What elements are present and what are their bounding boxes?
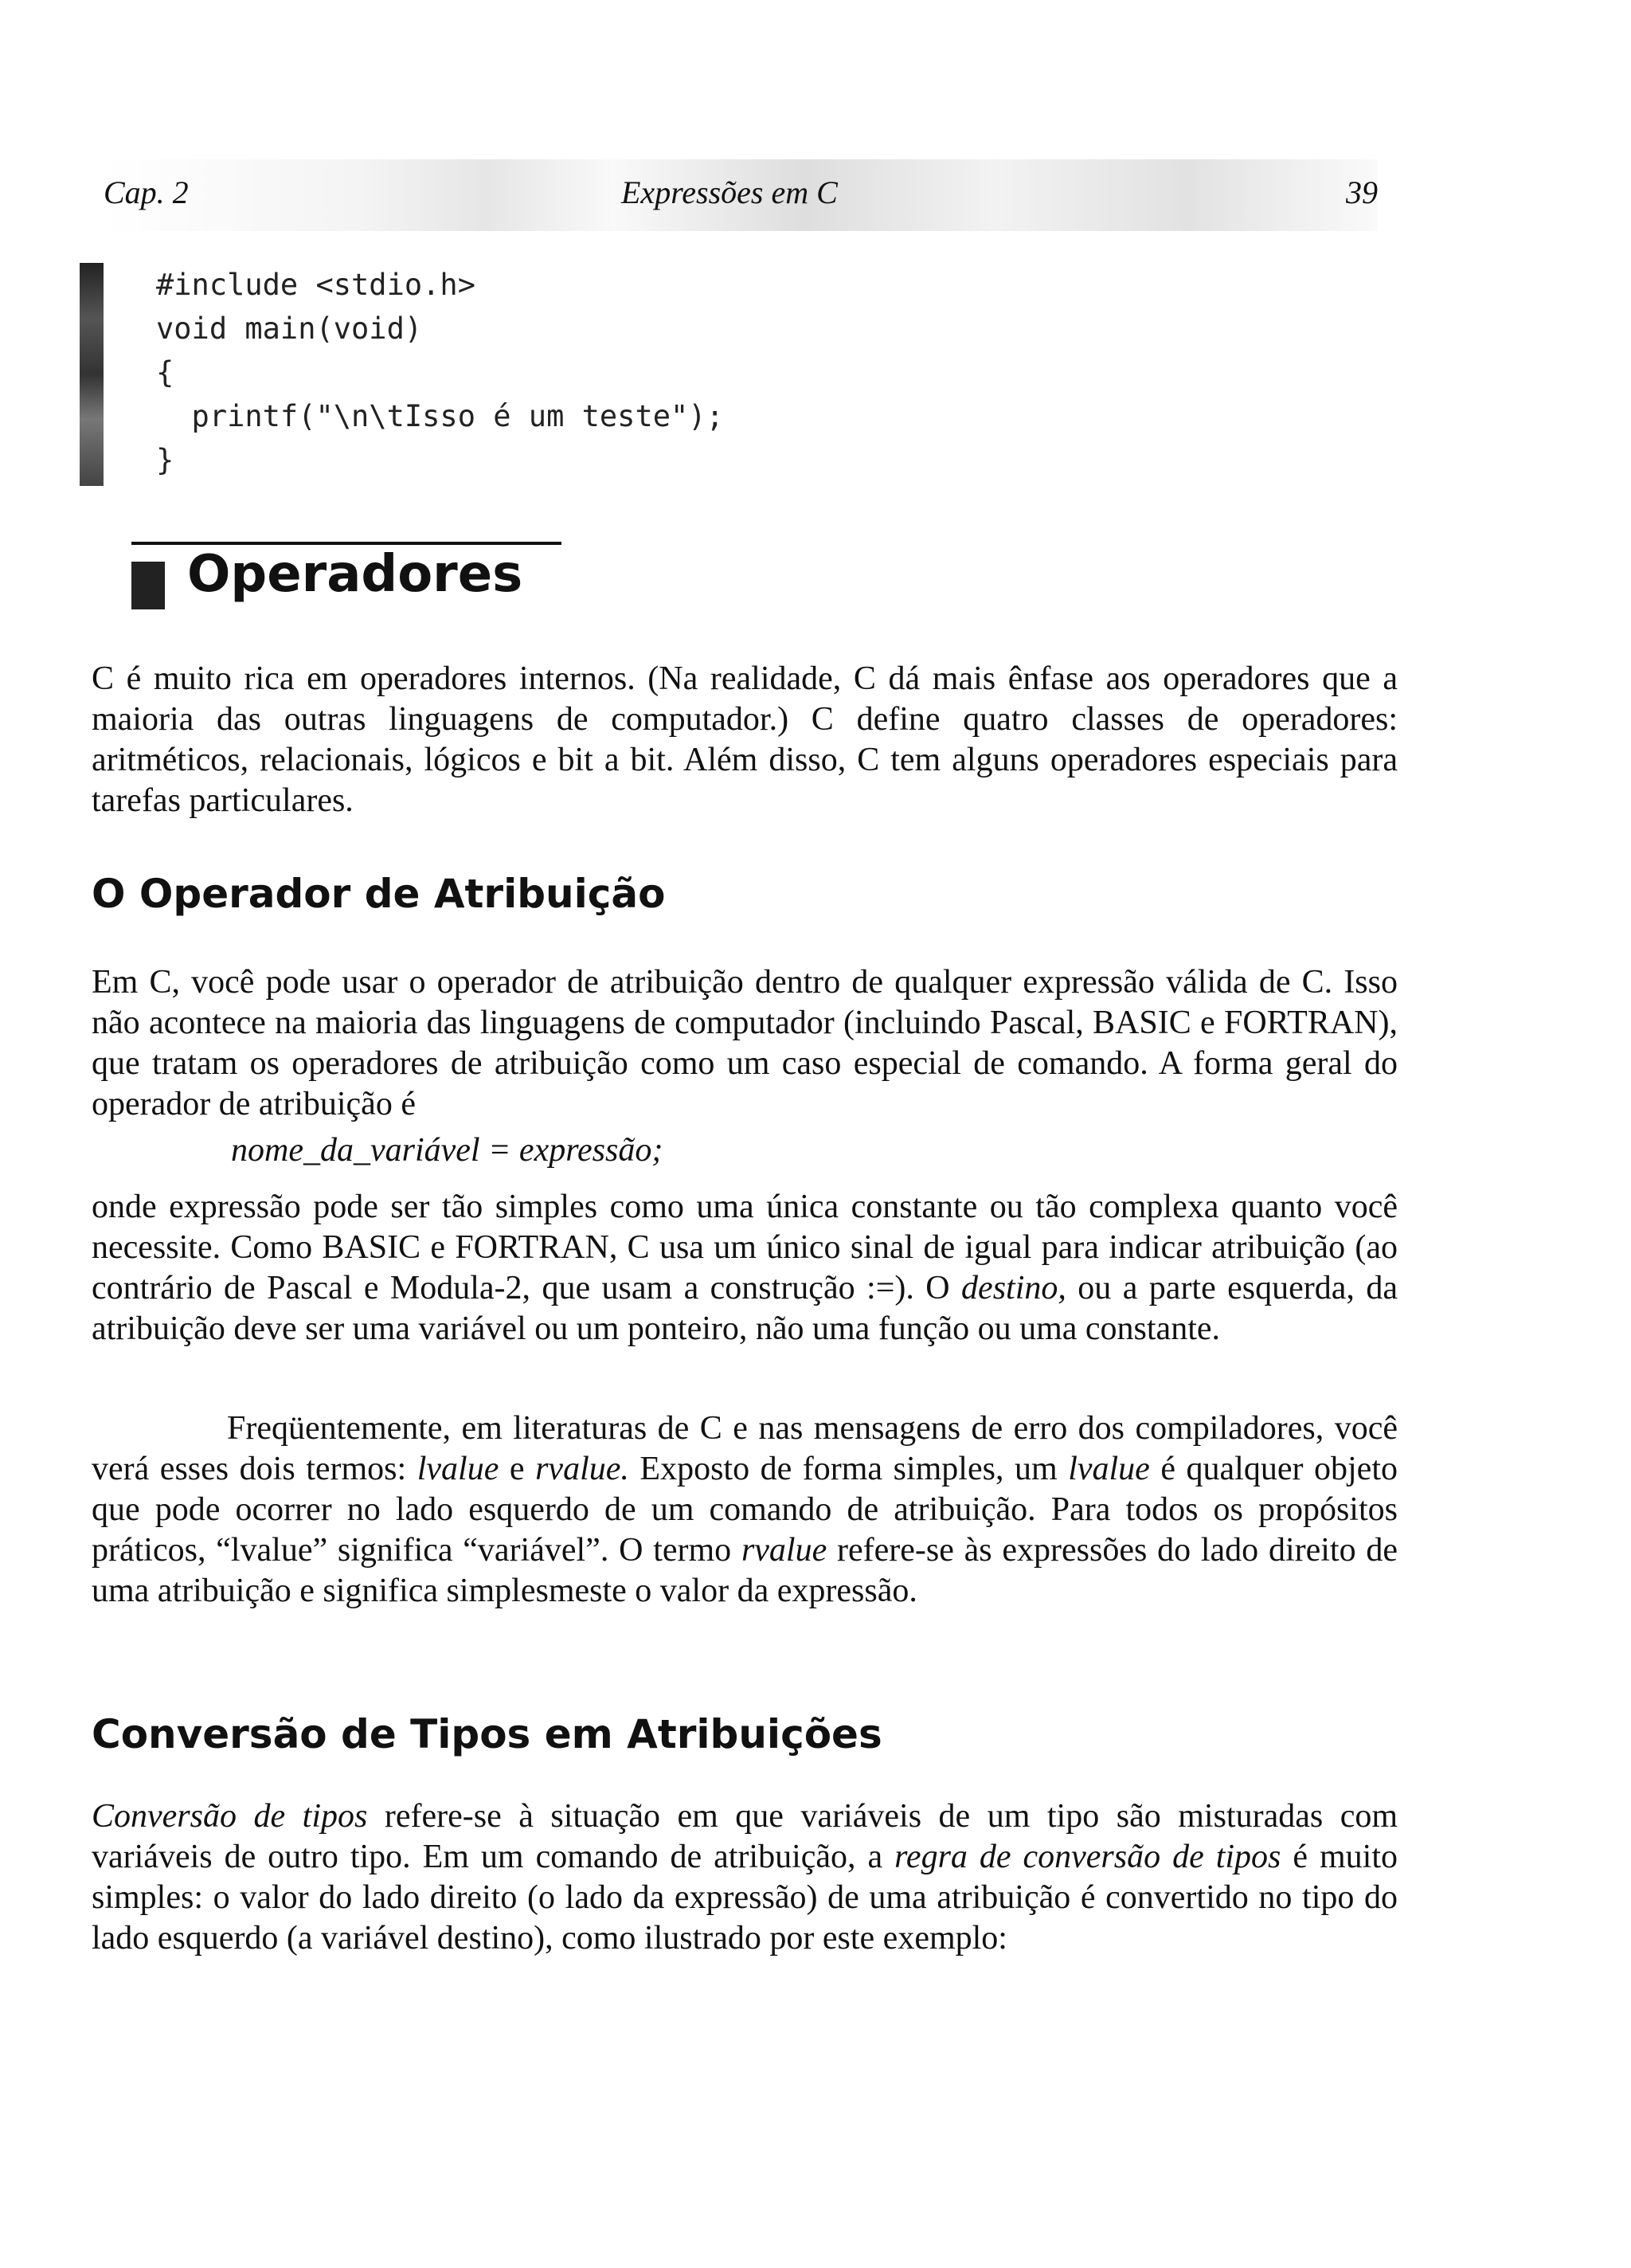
paragraph-text: Exposto de forma simples, um bbox=[628, 1451, 1069, 1487]
code-line-4: printf("\n\tIsso é um teste"); bbox=[156, 399, 724, 433]
chapter-label: Cap. 2 bbox=[104, 174, 189, 210]
code-line-2: void main(void) bbox=[156, 311, 423, 346]
paragraph-text: onde expressão pode ser tão simples como uma única constante ou tão complexa quanto você necessite. Como BASIC e FORTRAN, C usa um único sinal de igual para indicar atribuição (ao contrário de Pascal e Modula-2, que usam a construção :=). O bbox=[92, 1189, 1398, 1306]
emphasis-conversao-de-tipos: Conversão de tipos bbox=[92, 1798, 368, 1835]
atribuicao-paragraph-3 bbox=[92, 1408, 1398, 1612]
paragraph-text: Freqüentemente, em literaturas de C e nas mensagens de erro dos compiladores, você verá esses dois termos: bbox=[92, 1410, 1398, 1487]
atribuicao-paragraph-1: Em C, você pode usar o operador de atribuição dentro de qualquer expressão válida de C. Isso não acontece na maioria das linguagens de computador (incluindo Pascal, BASIC e FORTRAN), que tratam os operadores de atribuição como um caso especial de comando. A forma geral do operador de atribuição é bbox=[92, 964, 1398, 1122]
code-line-5: } bbox=[156, 443, 174, 477]
code-text bbox=[156, 263, 724, 482]
assignment-formula: nome_da_variável = expressão; bbox=[231, 1132, 663, 1169]
conversao-paragraph bbox=[92, 1796, 1398, 1959]
page-number: 39 bbox=[1346, 174, 1378, 210]
subsection-title-conversao: Conversão de Tipos em Atribuições bbox=[92, 1711, 882, 1757]
paragraph-text: é muito simples: o valor do lado direito (o lado da expressão) de uma atribuição é convertido no tipo do lado esquerdo (a variável destino), como ilustrado por este exemplo: bbox=[92, 1839, 1398, 1957]
running-header bbox=[104, 159, 1378, 231]
code-margin-bar bbox=[80, 263, 104, 486]
paragraph-text: refere-se à situação em que variáveis de um tipo são misturadas com variáveis de outro tipo. Em um comando de atribuição, a bbox=[92, 1798, 1398, 1875]
running-title: Expressões em C bbox=[621, 174, 838, 210]
paragraph-text: refere-se às expressões do lado direito de uma atribuição e significa simplesmeste o valor da expressão. bbox=[92, 1532, 1398, 1609]
emphasis-destino: destino, bbox=[961, 1270, 1066, 1306]
operadores-paragraph: C é muito rica em operadores internos. (Na realidade, C dá mais ênfase aos operadores que a maioria das outras linguagens de computador.) C define quatro classes de operadores: aritméticos, relacionais, lógicos e bit a bit. Além disso, C tem alguns operadores especiais para tarefas particulares. bbox=[92, 660, 1398, 819]
section-marker bbox=[131, 562, 165, 609]
emphasis-lvalue: lvalue bbox=[1068, 1451, 1150, 1487]
atribuicao-paragraph-2 bbox=[92, 1187, 1398, 1349]
paragraph-text: e bbox=[499, 1451, 536, 1487]
emphasis-regra-de-conversao: regra de conversão de tipos bbox=[894, 1839, 1281, 1875]
emphasis-rvalue: rvalue bbox=[741, 1532, 827, 1569]
code-line-3: { bbox=[156, 355, 174, 390]
code-line-1: #include <stdio.h> bbox=[156, 268, 475, 302]
paragraph-text: ou a parte esquerda, da atribuição deve ser uma variável ou um ponteiro, não uma função ou uma constante. bbox=[92, 1270, 1398, 1347]
paragraph-text: é qualquer objeto que pode ocorrer no lado esquerdo de um comando de atribuição. Para todos os propósitos práticos, “lvalue” significa “variável”. O termo bbox=[92, 1451, 1398, 1569]
subsection-title-atribuicao: O Operador de Atribuição bbox=[92, 871, 666, 917]
section-title: Operadores bbox=[187, 545, 523, 604]
emphasis-rvalue: rvalue. bbox=[535, 1451, 629, 1487]
emphasis-lvalue: lvalue bbox=[417, 1451, 499, 1487]
